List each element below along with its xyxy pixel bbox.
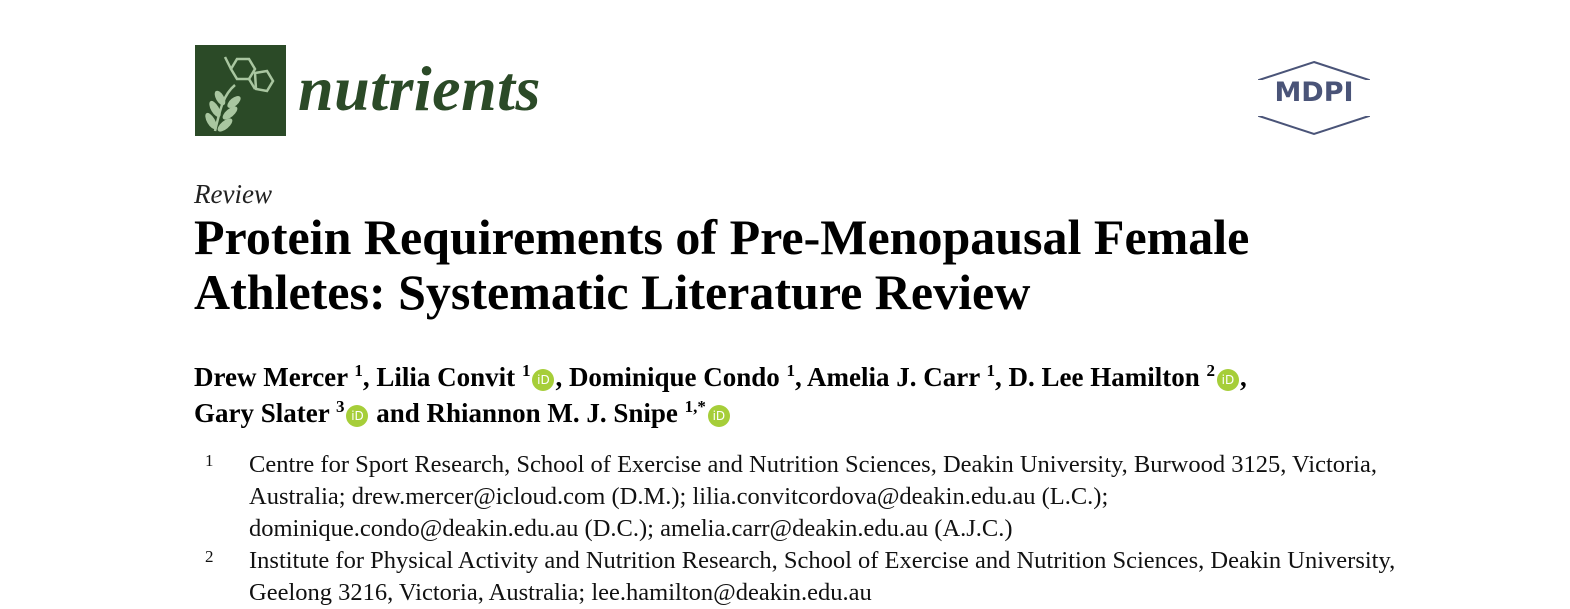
- affiliation-number: 1: [205, 451, 214, 470]
- author-name[interactable]: Rhiannon M. J. Snipe: [426, 398, 678, 428]
- author-name[interactable]: Drew Mercer: [194, 362, 348, 392]
- author-affiliation-ref: 2: [1206, 361, 1215, 380]
- author-affiliation-ref: 1,*: [684, 397, 706, 416]
- author-affiliation-ref: 1: [786, 361, 795, 380]
- affiliation-number: 2: [205, 547, 214, 566]
- journal-name: nutrients: [298, 53, 541, 124]
- orcid-icon[interactable]: iD: [346, 405, 368, 427]
- article-type: Review: [194, 179, 272, 209]
- orcid-icon[interactable]: iD: [708, 405, 730, 427]
- author-name[interactable]: Gary Slater: [194, 398, 330, 428]
- author-name[interactable]: Amelia J. Carr: [807, 362, 980, 392]
- affiliation-text: Institute for Physical Activity and Nutrition Research, School of Exercise and Nutrition Sciences, Deakin University, Geelong 3216, Victoria, Australia; lee.hamilton@deakin.edu.au: [249, 547, 1396, 606]
- author-list: Drew Mercer $^1$, Lilia Convit $^1$ iD , Dominique Condo $^1$, Amelia J. Carr $^1$, D. Lee Hamilton $^2$ iD , Gary Slater $^3$ iD and Rhiannon M. J. Snipe $^{1,*}$ iD: [194, 361, 1247, 428]
- paper-title: Protein Requirements of Pre-Menopausal Female Athletes: Systematic Literature Review: [194, 209, 1250, 320]
- author-name[interactable]: Lilia Convit: [376, 362, 516, 392]
- author-name[interactable]: Dominique Condo: [568, 362, 780, 392]
- orcid-icon[interactable]: iD: [532, 369, 554, 391]
- author-name[interactable]: D. Lee Hamilton: [1008, 362, 1200, 392]
- author-affiliation-ref: 1: [354, 361, 363, 380]
- mdpi-logo: [1256, 60, 1372, 136]
- author-affiliation-ref: 1: [986, 361, 995, 380]
- journal-logo-icon: [195, 45, 286, 136]
- author-affiliation-ref: 3: [335, 397, 345, 416]
- orcid-icon[interactable]: iD: [1217, 369, 1239, 391]
- affiliation-text: Centre for Sport Research, School of Exercise and Nutrition Sciences, Deakin University, Burwood 3125, Victoria, Australia; drew.mercer@icloud.com (D.M.); lilia.convitcordova@deakin.edu.au (L.C.); dominique.condo@deakin.edu.au (D.C.); amelia.carr@deakin.edu.au (A.J.C.): [249, 451, 1377, 542]
- author-affiliation-ref: 1: [521, 361, 531, 380]
- publisher-name: MDPI: [1274, 77, 1354, 108]
